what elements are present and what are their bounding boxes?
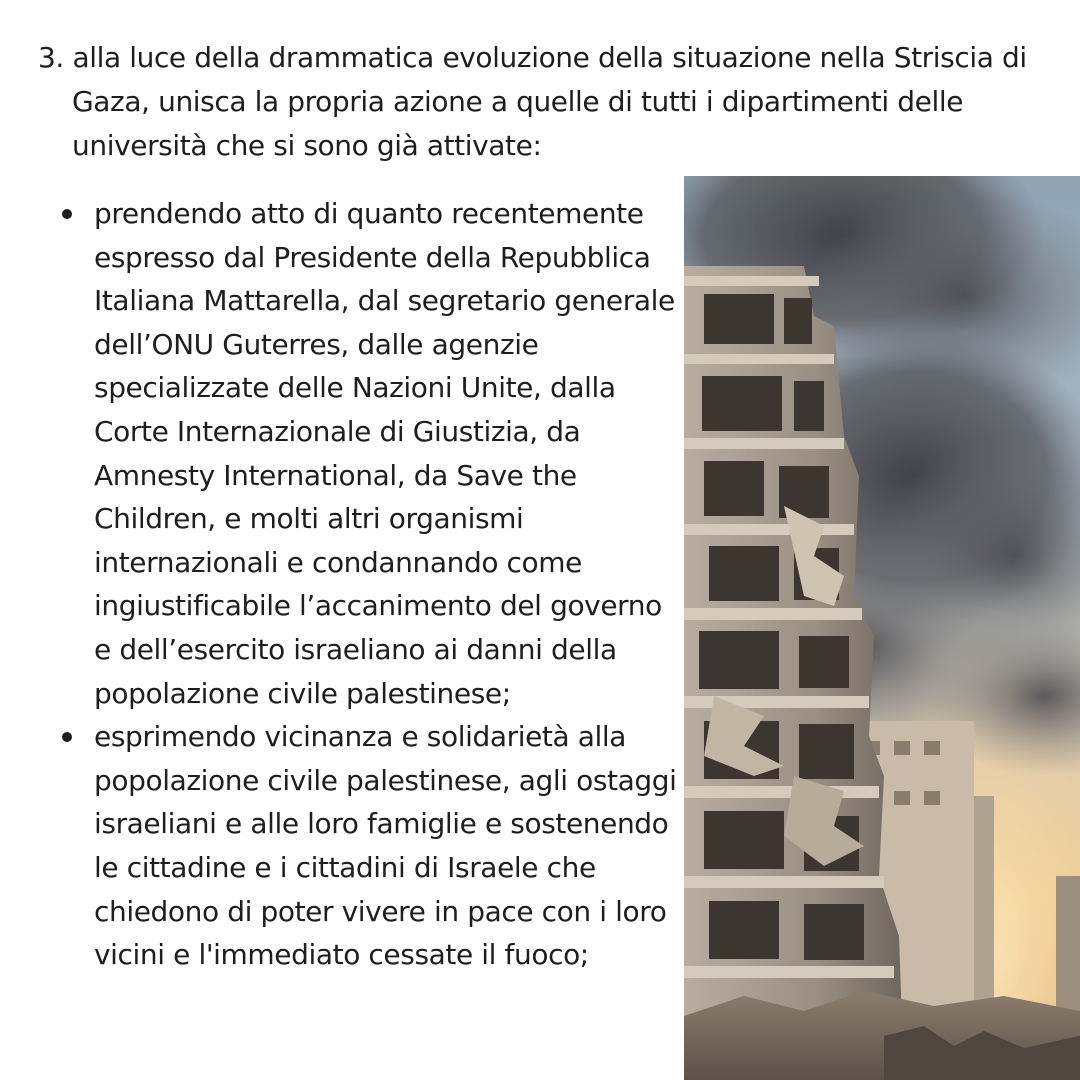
bullet-text: esprimendo vicinanza e solidarietà alla popolazione civile palestinese, agli ostaggi israeliani e alle loro famiglie e sostenendo le cittadine e i cittadini di Israele che chiedono di poter vivere in pace con i loro vicini e l'immediato cessate il fuoco; — [94, 720, 677, 972]
bullet-text: prendendo atto di quanto recentemente espresso dal Presidente della Repubblica Italiana Mattarella, dal segretario generale dell’ONU Guterres, dalle agenzie specializzate delle Nazioni Unite, dalla Corte Internazionale di Giustizia, da Amnesty International, da Save the Children, e molti altri organismi internazionali e condannando come ingiustificabile l’accanimento del governo e dell’esercito israeliano ai danni della popolazione civile palestinese; — [94, 197, 675, 710]
bullet-list — [60, 192, 682, 977]
bullet-item — [60, 715, 682, 977]
bullet-dot-icon — [62, 732, 72, 742]
bullet-item — [60, 192, 682, 715]
bullet-dot-icon — [62, 209, 72, 219]
intro-number: 3. — [38, 41, 64, 74]
destroyed-buildings-photo — [684, 176, 1080, 1080]
intro-text: alla luce della drammatica evoluzione della situazione nella Striscia di Gaza, unisca la propria azione a quelle di tutti i dipartimenti delle università che si sono già attivate: — [72, 41, 1027, 162]
intro-paragraph — [38, 36, 1080, 168]
